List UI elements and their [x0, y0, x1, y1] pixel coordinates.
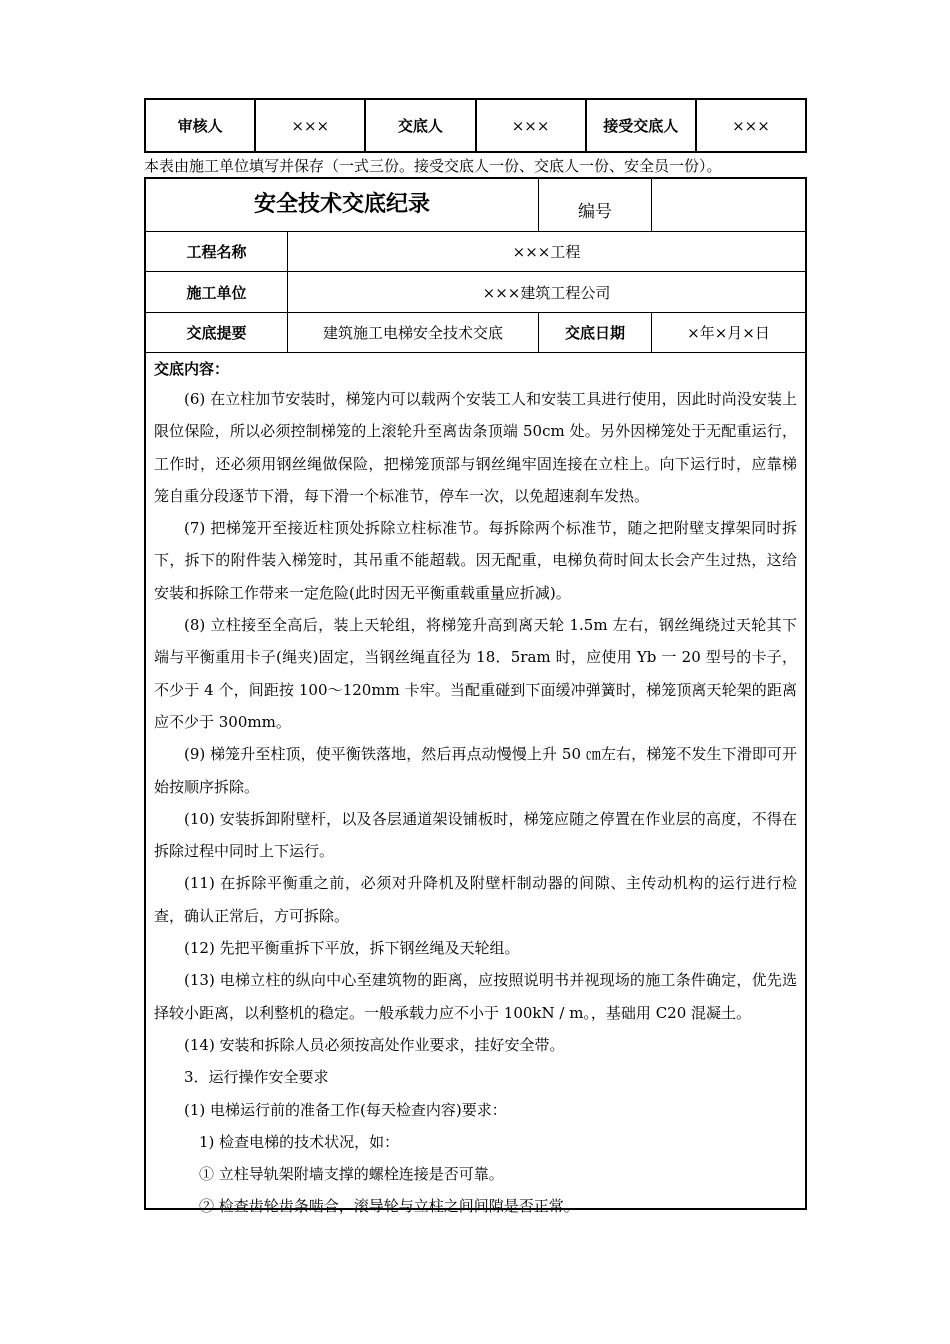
discloser-label: 交底人: [364, 100, 474, 151]
contractor-label: 施工单位: [186, 283, 247, 302]
content-paragraph: (8) 立柱接至全高后，装上天轮组，将梯笼升高到离天轮 1.5m 左右，钢丝绳绕过天轮其下端与平衡重用卡子(绳夹)固定，当钢丝绳直径为 18．5ram 时，应使用 Yb 一 20 型号的卡子，不少于 4 个，间距按 100～120mm 卡牢。当配重碰到下面缓冲弹簧时，梯笼顶离天轮架的距离应不少于 300mm。: [154, 616, 797, 731]
section-heading: 3．运行操作安全要求: [184, 1068, 329, 1087]
project-row: [146, 232, 805, 272]
content-paragraph: (9) 梯笼升至柱顶，使平衡铁落地，然后再点动慢慢上升 50 ㎝左右，梯笼不发生下滑即可开始按顺序拆除。: [154, 745, 797, 796]
content-paragraph: (14) 安装和拆除人员必须按高处作业要求，挂好安全带。: [184, 1035, 565, 1054]
content-label: 交底内容：: [154, 360, 230, 378]
receiver-label: 接受交底人: [585, 100, 695, 151]
project-label: 工程名称: [186, 243, 247, 261]
content-subitem: 1) 检查电梯的技术状况，如：: [199, 1132, 400, 1151]
title-row: [146, 179, 805, 232]
discloser-value: ×××: [475, 100, 585, 151]
number-value: [651, 179, 805, 231]
contractor-value: ×××建筑工程公司: [287, 272, 805, 312]
storage-note: 本表由施工单位填写并保存（一式三份。接受交底人一份、交底人一份、安全员一份）。: [144, 157, 722, 175]
date-label: 交底日期: [538, 313, 651, 352]
content-paragraph: (12) 先把平衡重拆下平放，拆下钢丝绳及天轮组。: [184, 939, 520, 958]
project-value: ×××工程: [287, 232, 805, 271]
content-subitem: ② 检查齿轮齿条啮合，滚导轮与立柱之间间隙是否正常。: [199, 1197, 579, 1216]
disclosure-record-table: [144, 177, 807, 1216]
summary-label: 交底提要: [186, 324, 247, 342]
contractor-row: [146, 272, 805, 313]
receiver-value: ×××: [695, 100, 805, 151]
content-paragraph: (1) 电梯运行前的准备工作(每天检查内容)要求：: [184, 1100, 507, 1119]
summary-value: 建筑施工电梯安全技术交底: [287, 313, 538, 352]
signature-table: [144, 98, 807, 153]
content-paragraph: (7) 把梯笼开至接近柱顶处拆除立柱标准节。每拆除两个标准节，随之把附壁支撑架同时拆下，拆下的附件装入梯笼时，其吊重不能超载。因无配重，电梯负荷时间太长会产生过热，这给安装和拆除工作带来一定危险(此时因无平衡重载重量应折减)。: [154, 519, 797, 602]
reviewer-label: 审核人: [177, 117, 223, 135]
reviewer-value: ×××: [254, 100, 364, 151]
disclosure-content: [146, 353, 805, 1223]
content-paragraph: (11) 在拆除平衡重之前，必须对升降机及附壁杆制动器的间隙、主传动机构的运行进行检查，确认正常后，方可拆除。: [154, 874, 797, 925]
number-label: 编号: [538, 179, 651, 231]
content-paragraph: (6) 在立柱加节安装时，梯笼内可以载两个安装工人和安装工具进行使用，因此时尚没安装上限位保险，所以必须控制梯笼的上滚轮升至离齿条顶端 50cm 处。另外因梯笼处于无配重运行，工作时，还必须用钢丝绳做保险，把梯笼顶部与钢丝绳牢固连接在立柱上。向下运行时，应靠梯笼自重分段逐节下滑，每下滑一个标准节，停车一次，以免超速刹车发热。: [154, 390, 797, 505]
content-paragraph: (13) 电梯立柱的纵向中心至建筑物的距离，应按照说明书并视现场的施工条件确定，优先选择较小距离，以利整机的稳定。一般承载力应不小于 100kN / m。，基础用 C20 混凝土。: [154, 971, 797, 1022]
summary-row: [146, 313, 805, 353]
record-title: 安全技术交底纪录: [253, 192, 430, 217]
content-subitem: ① 立柱导轨架附墙支撑的螺栓连接是否可靠。: [199, 1165, 504, 1184]
date-value: ×年×月×日: [651, 313, 805, 352]
content-paragraph: (10) 安装拆卸附壁杆，以及各层通道架设铺板时，梯笼应随之停置在作业层的高度，不得在拆除过程中同时上下运行。: [154, 809, 797, 861]
